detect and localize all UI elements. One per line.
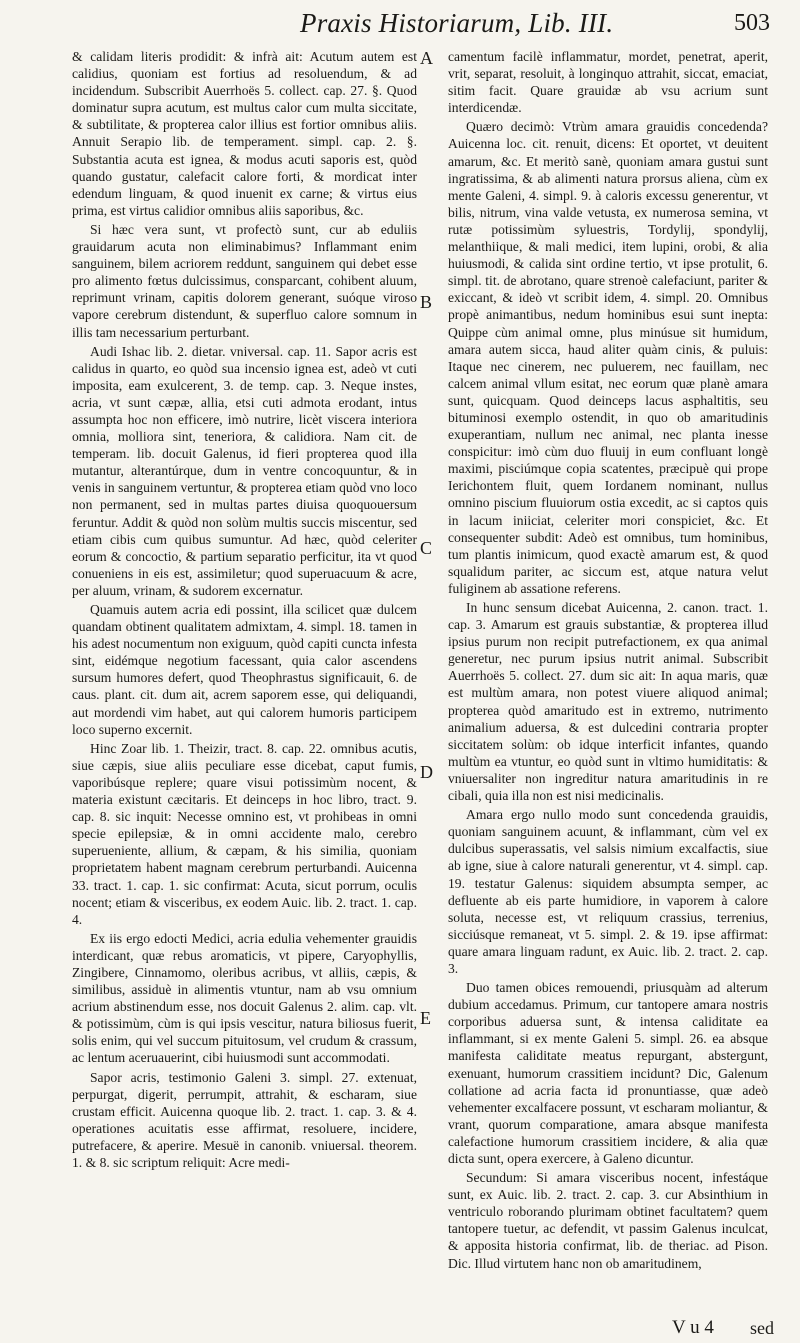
margin-letter-d: D (420, 762, 433, 782)
left-column (72, 48, 417, 1317)
page-header (0, 6, 800, 46)
paragraph: camentum facilè inflammatur, mordet, penetrat, aperit, vrit, separat, resoluit, à longinquo attrahit, siccat, emaciat, sitim facit. Quare grauidæ ab vsu acrium sunt interdicendæ. (448, 49, 768, 116)
paragraph: Ex iis ergo edocti Medici, acria edulia vehementer grauidis interdicant, quæ rebus aromaticis, vt pipere, Caryophyllis, Zingibere, Cinnamomo, oleribus acribus, vt alliis, cæpis, & similibus, assiduè in alimentis vtuntur, nam ab vsu omnium acrium abstinendum esse, nos docuit Galenus 2. alim. cap. vlt. & potissimùm, cùm is qui ipsis vescitur, natura biliosus fuerit, solis enim, qui vel succum pituitosum, vel crudum & crassum, ac lentum aceruauerint, cibi huiusmodi sunt accommodati. (72, 930, 417, 1066)
margin-letter-a: A (420, 48, 433, 68)
page-number: 503 (734, 10, 770, 36)
paragraph: Secundum: Si amara visceribus nocent, infestáque sunt, ex Auic. lib. 2. tract. 2. cap. 3. cur Absinthium in ventriculo roborando plurimam obtinet facultatem? quem tantopere tuetur, ac defendit, vt passim Galenus inculcat, & apposita historia confirmat, lib. de theriac. ad Pison. Dic. Illud virtutem hanc non ob amaritudinem, (448, 1170, 768, 1271)
paragraph: & calidam literis prodidit: & infrà ait: Acutum autem est calidius, quoniam est fortius ad resoluendum, & ad incidendum. Subscribit Auerrhoës 5. collect. cap. 27. §. Quod dominatur supra acutum, est multus calor cum multa siccitate, & subtilitate, & propterea calor illius est fortior omnibus aliis. Annuit Serapio lib. de temperament. simpl. cap. 2. §. Substantia acuta est ignea, & modus acuti saporis est, quòd quando gustatur, calefacit calore forti, & mordicat inter edendum linguam, & quod inuenit ex carne; & virtus eius prima, est virtus calidior omnibus aliis saporibus, &c. (72, 49, 417, 218)
paragraph: Hinc Zoar lib. 1. Theizir, tract. 8. cap. 22. omnibus acutis, siue cæpis, siue aliis peculiare esse dicebat, caput fumis, vaporibúsque replere; quare visui potissimùm nocent, & materia existunt cæcitaris. Et deinceps in hoc libro, tract. 9. cap. 8. sic inquit: Necesse omnino est, vt prohibeas in omni specie epilepsiæ, & in omni accidente malo, cerebro superueniente, allium, & cæpam, & his similia, quoniam proprietatem habent magnam cerebrum perturbandi. Auicenna 33. tract. 1. cap. 1. sic confirmat: Acuta, sicut porrum, oculis nocent; etiam & visceribus, ex eodem Auic. lib. 2. tract. 1. cap. 4. (72, 740, 417, 927)
paragraph: Quæro decimò: Vtrùm amara grauidis concedenda? Auicenna loc. cit. renuit, dicens: Et oportet, vt deuitent amarum, &c. Et meritò sanè, quoniam amara gustui sunt ingratissima, & ab alimenti natura prorsus aliena, cùm ex mente Galeni, 4. simpl. 9. à caloris excessu generentur, vt bilis, nitrum, vina valde vetusta, ex numerosa semina, vt rutæ potissimùm syluestris, Tordylij, spondylij, melanthiique, & mali medici, item lupini, orobi, & alia huiusmodi, & calida sint ordine tertio, vt ipse protulit, 6. simpl. tit. de abrotano, quare strenoè calefaciunt, pariter & exiccant, & ideò vt scribit idem, 4. simpl. 20. Omnibus propè animantibus, nedum hominibus esui sunt inepta: Quippe cùm animal omne, plus minúsue sit humidum, amara autem sicca, haud aliter quàm cinis, & puluis: Itaque nec cinerem, nec puluerem, nec fauillam, nec calcem animal vllum esitat, nec eorum quæ planè amara sunt, quicquam. Quod deinceps lacus asphaltitis, seu bituminosi exemplo ostendit, in quo ob amaritudinis exuperantiam, nullum nec animal, nec planta inesse conspicitur: imò cùm duo fluuij in eum confluant longè maximi, pisciúmque copia scatentes, præcipuè qui prope Ierichontem fluit, quem Iordanem nominant, nullus omnino piscium fluuiorum ostia excedit, ac si captos quis in lacum iniiciat, celeriter mori conspiciet, &c. Et consequenter subdit: Adeò est omnibus, tum hominibus, tum plantis inimicum, quod exactè amarum est, & quod squalidum pariter, ac siccum est, atque natura velut fuliginem ab assatione referens. (448, 119, 768, 596)
catchword: sed (750, 1318, 774, 1338)
paragraph: In hunc sensum dicebat Auicenna, 2. canon. tract. 1. cap. 3. Amarum est grauis substantiæ, & propterea illud ipsius purum non recipit putrefactionem, ex qua animal generetur, nec purum ipsius nutrit animal. Subscribit Auerrhoës 5. collect. 27. dum sic ait: In aqua maris, quæ est multùm amara, non potest viuere aliquod animal; propterea quòd amaritudo est in extremo, nutrimento animalium aduersa, & est dulcedini contraria propter siccitatem solùm: ob idque interficit infantes, quando multùm ea vtuntur, eo quòd sunt in vltimo humiditatis: & vniuersaliter non ingreditur natura amaritudinis in re cibali, quia illa non est nisi medicinalis. (448, 600, 768, 804)
paragraph: Amara ergo nullo modo sunt concedenda grauidis, quoniam sanguinem acuunt, & inflammant, cùm vel ex dulcibus superassatis, vel salsis nimium excalfactis, siue ab igne, siue à calore naturali generentur, vt 4. simpl. cap. 19. testatur Galenus: siquidem absumpta semper, ac defluente ab eis parte humidiore, in vaporem à calore soluta, necesse est, vt reliquum crassius, terrenius, sicciúsque remaneat, vt 5. simpl. 2. & 19. ipse affirmat: quare amara linguam radunt, ex Auic. lib. 2. tract. 2. cap. 3. (448, 807, 768, 976)
margin-letter-c: C (420, 538, 433, 558)
page-footer (0, 1317, 800, 1339)
paragraph: Quamuis autem acria edi possint, illa scilicet quæ dulcem quandam obtinent qualitatem admixtam, 4. simpl. 18. tamen in his adest nocumentum non exiguum, quòd capiti cuncta infesta sint, eidémque negotium facessant, quia calor ascendens sursum humores defert, quod Theophrastus significauit, 6. de caus. plant. cit. dum ait, acrem saporem esse, qui deliquandi, aut mordendi vim habet, aut qui calorem humoris participem loco superno excernit. (72, 602, 417, 737)
margin-letter-b: B (420, 292, 433, 312)
running-head: Praxis Historiarum, Lib. III. (300, 8, 614, 38)
margin-letter-e: E (420, 1008, 431, 1028)
signature-mark: V u 4 (672, 1317, 714, 1338)
paragraph: Sapor acris, testimonio Galeni 3. simpl. 27. extenuat, perpurgat, digerit, perrumpit, attrahit, & escharam, siue crustam efficit. Auicenna quoque lib. 2. tract. 1. cap. 3. & 4. operationes acuitatis esse affirmat, resoluere, incidere, putrefacere, & aperire. Mesuë in canonib. vniuersal. theorem. 1. & 8. sic scriptum reliquit: Acre medi- (72, 1069, 417, 1170)
paragraph: Audi Ishac lib. 2. dietar. vniversal. cap. 11. Sapor acris est calidus in quarto, eo quòd sua incensio ignea est, adeò vt cuti imposita, eam exulcerent, 3. de temp. cap. 3. Neque instes, acria, vt sunt cæpæ, allia, etsi cuti admota erodant, intus assumpta hoc non efficere, imò nutrire, licèt viscera interiora omnia, molliora sint, teneriora, & calidiora. Nam cit. de temperam. lib. docuit Galenus, id fieri propterea quod illa mutantur, alterantúrque, dum in ventre concoquuntur, & in venis in sanguinem vertuntur, & propterea etiam quòd vno loco non permanent, sed in multas partes diuisa quoquouersum feruntur. Addit & quòd non solùm multis succis miscentur, sed etiam cibis cum quibus sumuntur. Ad hæc, quòd celeriter eorum & concoctio, & partium separatio perficitur, ita vt quod conueniens in eis est, assimiletur; quod superuacuum & acre, per aluum, vrinam, & sudorem excernatur. (72, 343, 417, 598)
paragraph: Duo tamen obices remouendi, priusquàm ad alterum dubium accedamus. Primum, cur tantopere amara nostris corporibus aduersa sunt, & intensa caliditate ea inflammant, si ex mente Galeni 5. simpl. 26. ea absque manifesta caliditate meatus repurgant, abstergunt, exenuant, humorum crassitiem incidunt? Dic, Galenum collatione ad acria facta id pronuntiasse, quæ adeò vehementer excalfacere possunt, vt escharam moliantur, & vrant, quorum comparatione, amara absque manifesta calefactione humorum crassitiem incidere, & alia quæ dicta sunt, opera exercere, à Galeno dicuntur. (448, 980, 768, 1166)
right-column (448, 48, 768, 1317)
paragraph: Si hæc vera sunt, vt profectò sunt, cur ab eduliis grauidarum acuta non eliminabimus? Inflammant enim sanguinem, bilem acriorem reddunt, sanguinem qui debet esse pro alimento fœtus dulcissimus, consparcant, cohibent aluum, reprimunt vrinam, capitis dolorem generant, suóque viroso vapore cerebrum distendunt, & superfluo calore somnum in illis tam necessarium perturbant. (72, 221, 417, 340)
